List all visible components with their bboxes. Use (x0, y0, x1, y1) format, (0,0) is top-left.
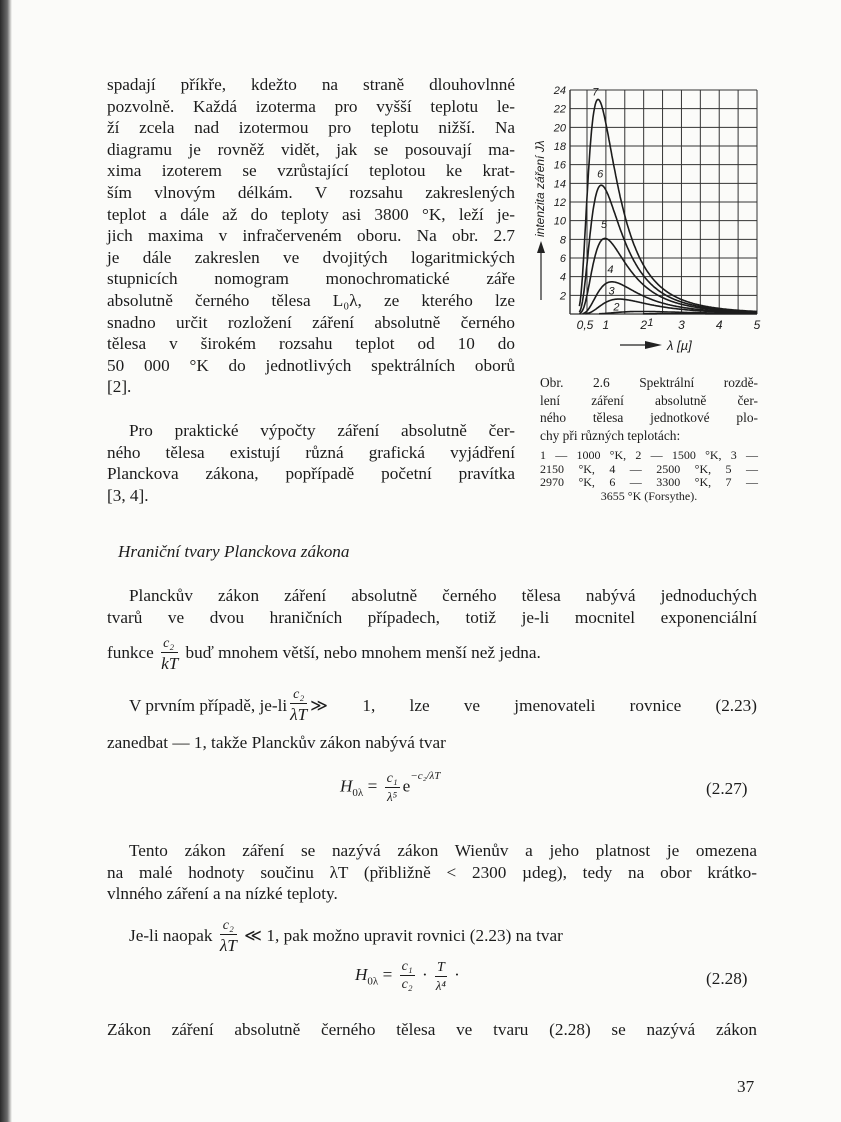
text-line: [3, 4]. (107, 485, 149, 505)
dot: · (454, 964, 460, 984)
y-tick-label: 22 (553, 103, 566, 116)
numerator: T (436, 959, 445, 975)
equation-2-28 (355, 960, 460, 992)
text-line: Planckova zákona, popřípadě početní pravítka (107, 464, 515, 484)
x-tick-label: 3 (678, 318, 685, 332)
legend-line: 3655 °K (Forsythe). (600, 488, 698, 503)
numerator: c₁ (401, 959, 413, 974)
text: ≪ 1, pak možno upravit rovnici (2.23) na tvar (244, 926, 563, 945)
y-axis-arrowhead (537, 241, 545, 253)
figure-caption (540, 374, 758, 503)
text-line: 50 000 °K do jednotlivých spektrálních oborů (107, 355, 515, 375)
text-line (107, 635, 757, 673)
numerator: c₁ (386, 771, 398, 786)
fraction-T-lambda4 (435, 961, 447, 992)
page-number: 37 (737, 1077, 755, 1096)
left-column-text (107, 74, 515, 398)
text-line: na malé hodnoty součinu λT (přibližně < 2300 µdeg), tedy na obor krátko- (107, 862, 757, 882)
text-line: [2]. (107, 377, 132, 397)
text-line: diagramu je rovněž vidět, jak se posouvají ma- (107, 139, 515, 159)
paragraph-first-case (107, 688, 757, 754)
y-tick-label: 20 (553, 122, 566, 135)
y-tick-label: 12 (553, 197, 566, 209)
curve-label-7: 7 (592, 86, 599, 99)
numerator: c₂ (220, 919, 237, 935)
curve-label-1: 1 (647, 317, 654, 330)
y-tick-label: 10 (553, 215, 566, 228)
fraction-c2-lambdaT (220, 919, 237, 954)
text-line: ného tělesa existují různá grafická vyjádření (107, 442, 515, 462)
text-line: vlnného záření a na nízké teploty. (107, 884, 338, 904)
paragraph-practical-calculations (107, 420, 515, 506)
denominator: λT (290, 705, 308, 725)
eq-sign: = (382, 964, 393, 984)
x-tick-label: 5 (753, 318, 761, 332)
x-axis-label: λ [µ] (667, 338, 692, 353)
eq-lhs-sub: 0λ (352, 786, 364, 799)
denominator: λ⁵ (387, 789, 398, 804)
fraction-c2-kT (161, 637, 178, 672)
text-line: spadají příkře, kdežto na straně dlouhovlnné (107, 75, 515, 94)
dot: · (421, 964, 428, 984)
curve-label-5: 5 (600, 219, 608, 232)
text-line: absolutně černého tělesa L₀λ, ze kterého lze (107, 290, 515, 310)
y-tick-label: 4 (559, 271, 566, 284)
eq-lhs: H (355, 964, 368, 984)
x-tick-label: 1 (602, 318, 610, 332)
denominator: λT (219, 936, 237, 956)
y-tick-label: 2 (559, 290, 566, 303)
numerator: c₂ (290, 688, 307, 704)
text: buď mnohem větší, nebo mnohem menší než jedna. (185, 643, 541, 663)
y-tick-label: 6 (559, 253, 566, 265)
fraction-c1-lambda5 (385, 772, 400, 803)
text-line: pozvolně. Každá izoterma pro vyšší teplotu le- (107, 96, 515, 116)
legend-line: 1 — 1000 °K, 2 — 1500 °K, 3 — (540, 448, 758, 462)
legend-line: 2970 °K, 6 — 3300 °K, 7 — (540, 475, 758, 489)
x-tick-label: 0,5 (576, 318, 594, 332)
y-tick-label: 8 (559, 234, 566, 247)
numerator: c₂ (161, 637, 178, 653)
y-axis-label: intenzita záření Jλ (533, 140, 547, 237)
denominator: c₂ (401, 977, 413, 992)
caption-line: ného tělesa jednotkové plo- (540, 410, 758, 425)
section-heading: Hraniční tvary Planckova zákona (118, 542, 350, 561)
denominator: kT (161, 653, 179, 673)
x-axis-arrowhead (645, 341, 662, 349)
y-tick-label: 18 (553, 141, 566, 153)
x-tick-label: 2 (640, 318, 648, 332)
eq-sign: = (367, 776, 378, 796)
curve-label-3: 3 (608, 285, 615, 298)
eq-lhs: H (340, 776, 353, 796)
fraction-c2-lambdaT (290, 688, 307, 723)
curve-label-6: 6 (597, 168, 604, 181)
text: Je-li naopak (129, 926, 213, 945)
y-tick-label: 16 (553, 159, 566, 172)
text-line: Tento zákon záření se nazývá zákon Wienův a jeho platnost je omezena (129, 841, 757, 860)
denominator: λ⁴ (435, 977, 446, 993)
text-line: tělesa v širokém rozsahu teplot od 10 do (107, 334, 515, 354)
caption-line: Obr. 2.6 Spektrální rozdě- (540, 375, 758, 390)
caption-line: chy při různých teplotách: (540, 427, 681, 443)
text-line: ším vlnovým délkám. V rozsahu zakreslených (107, 182, 515, 202)
exp-base: e (402, 776, 411, 796)
text: ≫ 1, lze ve jmenovateli rovnice (2.23) (310, 696, 757, 715)
text-line: ží zcela nad izotermou pro teplotu nižší. Na (107, 118, 515, 138)
text-line: zanedbat — 1, takže Planckův zákon nabývá tvar (107, 733, 446, 752)
y-tick-label: 14 (553, 178, 566, 191)
text-line: teplot a dále až do teploty asi 3800 °K, leží je- (107, 204, 515, 224)
curve-label-2: 2 (613, 301, 620, 314)
book-binding-shadow (0, 0, 12, 1122)
text-line: Planckův zákon záření absolutně černého tělesa nabývá jednoduchých (129, 586, 757, 605)
paragraph-planck-limits (107, 585, 757, 673)
text: V prvním případě, je-li (129, 696, 288, 715)
text-line: xima izoterem se vzrůstající teplotou ke krat- (107, 161, 515, 181)
text-line: Pro praktické výpočty záření absolutně čer- (129, 421, 515, 440)
curve-label-4: 4 (607, 263, 614, 276)
paragraph-wien-law (107, 840, 757, 905)
y-tick-label: 24 (553, 85, 566, 97)
x-tick-label: 4 (715, 318, 723, 332)
equation-number: (2.27) (706, 779, 748, 798)
caption-line: lení záření absolutně čer- (540, 392, 758, 408)
exponent: −c₂/λT (410, 769, 441, 782)
text-line: jich maxima v infračerveném oboru. Na obr. 2.7 (107, 226, 515, 246)
text-line: stupnicích nomogram monochromatické záře (107, 269, 515, 289)
spectral-distribution-chart (520, 75, 770, 365)
fraction-c1-c2 (400, 960, 415, 992)
legend-line: 2150 °K, 4 — 2500 °K, 5 — (540, 461, 758, 476)
text-line: snadno určit rozložení záření absolutně černého (107, 312, 515, 332)
text-line: Zákon záření absolutně černého tělesa ve tvaru (2.28) se nazývá zákon (107, 1020, 757, 1039)
text-line: je dále zakreslen ve dvojitých logaritmických (107, 247, 515, 267)
eq-lhs-sub: 0λ (367, 975, 379, 988)
equation-2-27 (340, 769, 441, 804)
paragraph-second-case (129, 918, 757, 954)
text: funkce (107, 643, 154, 663)
text-line: tvarů ve dvou hraničních případech, totiž je-li mocnitel exponenciální (107, 607, 757, 627)
equation-number: (2.28) (706, 969, 748, 988)
